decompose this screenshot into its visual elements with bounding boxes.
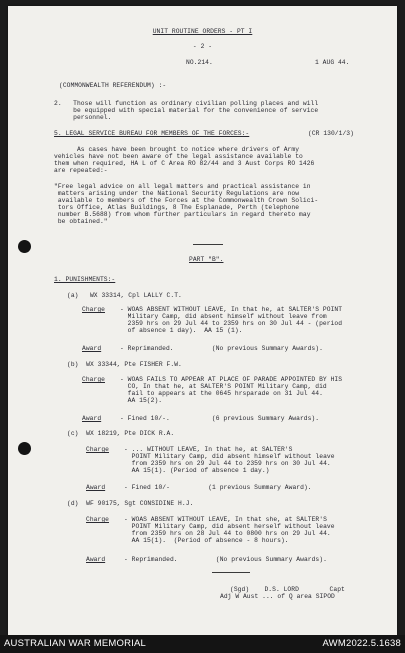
referendum-line: personnel. [54, 114, 112, 121]
legal-quote: tors Office, Atlas Buildings, 8 The Esplanade, Perth (telephone [54, 204, 300, 211]
case-heading: (c) WX 18219, Pte DICK R.A. [67, 430, 175, 437]
order-number: NO.214. [186, 59, 213, 66]
charge-text: Military Camp, did absent himself without leave from [120, 313, 327, 320]
charge-text: - WOAS ABSENT WITHOUT LEAVE, In that she, at SALTER'S [124, 516, 327, 523]
archive-footer [0, 635, 405, 653]
charge-text: POINT Military Camp, did absent herself without leave [124, 523, 335, 530]
legal-heading: 5. LEGAL SERVICE BUREAU FOR MEMBERS OF THE FORCES:- [54, 130, 250, 137]
award-text: - Fined 10/- (1 previous Summary Award). [124, 484, 312, 491]
charge-text: from 2359 hrs on 29 Jul 44 to 2359 hrs on 30 Jul 44. [124, 460, 331, 467]
archive-reference: AWM2022.5.1638 [322, 638, 401, 649]
document-page [8, 6, 397, 635]
legal-reference: (CR 130/1/3) [308, 130, 354, 137]
charge-label: Charge [82, 306, 105, 313]
archive-name: AUSTRALIAN WAR MEMORIAL [4, 638, 147, 649]
award-label: Award [82, 345, 102, 352]
punch-hole [18, 442, 31, 455]
award-label: Award [86, 484, 106, 491]
charge-text: fail to appears at the 0645 hrsparade on 31 Jul 44. [120, 390, 323, 397]
charge-text: from 2359 hrs on 28 Jul 44 to 0800 hrs on 29 Jul 44. [124, 530, 331, 537]
case-heading: (d) WF 90175, Sgt CONSIDINE H.J. [67, 500, 194, 507]
legal-quote: number B.5688) from whom further particulars in regard thereto may [54, 211, 311, 218]
award-text: - Fined 10/-. (6 previous Summary Awards). [120, 415, 320, 422]
charge-label: Charge [86, 446, 109, 453]
charge-label: Charge [82, 376, 105, 383]
charge-text: AA 15(2). [120, 397, 163, 404]
charge-text: 2359 hrs on 29 Jul 44 to 2359 hrs on 30 Jul 44 - (period [120, 320, 343, 327]
legal-quote: matters arising under the National Security Regulations are now [54, 190, 300, 197]
order-header: UNIT ROUTINE ORDERS - PT I [152, 28, 253, 35]
charge-text: CO, In that he, at SALTER'S POINT Military Camp, did [120, 383, 327, 390]
punishments-heading: 1. PUNISHMENTS:- [54, 276, 116, 283]
page-number: - 2 - [192, 43, 213, 50]
award-label: Award [82, 415, 102, 422]
case-heading: (a) WX 33314, Cpl LALLY C.T. [67, 292, 182, 299]
charge-text: of absence 1 day). AA 15 (1). [120, 327, 243, 334]
award-text: - Reprimanded. (No previous Summary Awards). [120, 345, 323, 352]
referendum-heading: (COMMONWEALTH REFERENDUM) :- [59, 82, 167, 89]
award-text: - Reprimanded. (No previous Summary Awards). [124, 556, 327, 563]
signature-title: Adj W Aust ... of Q area SIPOD [220, 593, 335, 600]
legal-paragraph: them when required, HA L of C Area RO 82/44 and 3 Aust Corps RO 1426 [54, 160, 315, 167]
legal-quote: be obtained." [54, 218, 108, 225]
punch-hole [18, 240, 31, 253]
legal-quote: "Free legal advice on all legal matters and practical assistance in [54, 183, 311, 190]
section-divider [212, 572, 250, 573]
legal-paragraph: are repeated:- [54, 167, 108, 174]
case-heading: (b) WX 33344, Pte FISHER F.W. [67, 361, 182, 368]
charge-text: - WOAS ABSENT WITHOUT LEAVE, In that he, at SALTER'S POINT [120, 306, 343, 313]
referendum-line: 2. Those will function as ordinary civilian polling places and will [54, 100, 319, 107]
charge-text: AA 15(1). (Period of absence - 8 hours). [124, 537, 289, 544]
charge-text: POINT Military Camp, did absent himself without leave [124, 453, 335, 460]
legal-paragraph: As cases have been brought to notice where drivers of Army [54, 146, 300, 153]
award-label: Award [86, 556, 106, 563]
charge-text: - ... WITHOUT LEAVE, In that he, at SALTER'S [124, 446, 293, 453]
charge-label: Charge [86, 516, 109, 523]
legal-paragraph: vehicles have not been aware of the legal assistance available to [54, 153, 303, 160]
order-date: 1 AUG 44. [315, 59, 350, 66]
legal-quote: available to members of the Forces at the Commonwealth Crown Solici- [54, 197, 319, 204]
signature-line: (Sgd) D.S. LORD Capt [230, 586, 345, 593]
part-b-heading: PART "B". [189, 256, 224, 263]
referendum-line: be equipped with special material for the convenience of service [54, 107, 319, 114]
charge-text: AA 15(1). (Period of absence 1 day.) [124, 467, 270, 474]
charge-text: - WOAS FAILS TO APPEAR AT PLACE OF PARADE APPOINTED BY HIS [120, 376, 343, 383]
section-divider [193, 244, 223, 245]
